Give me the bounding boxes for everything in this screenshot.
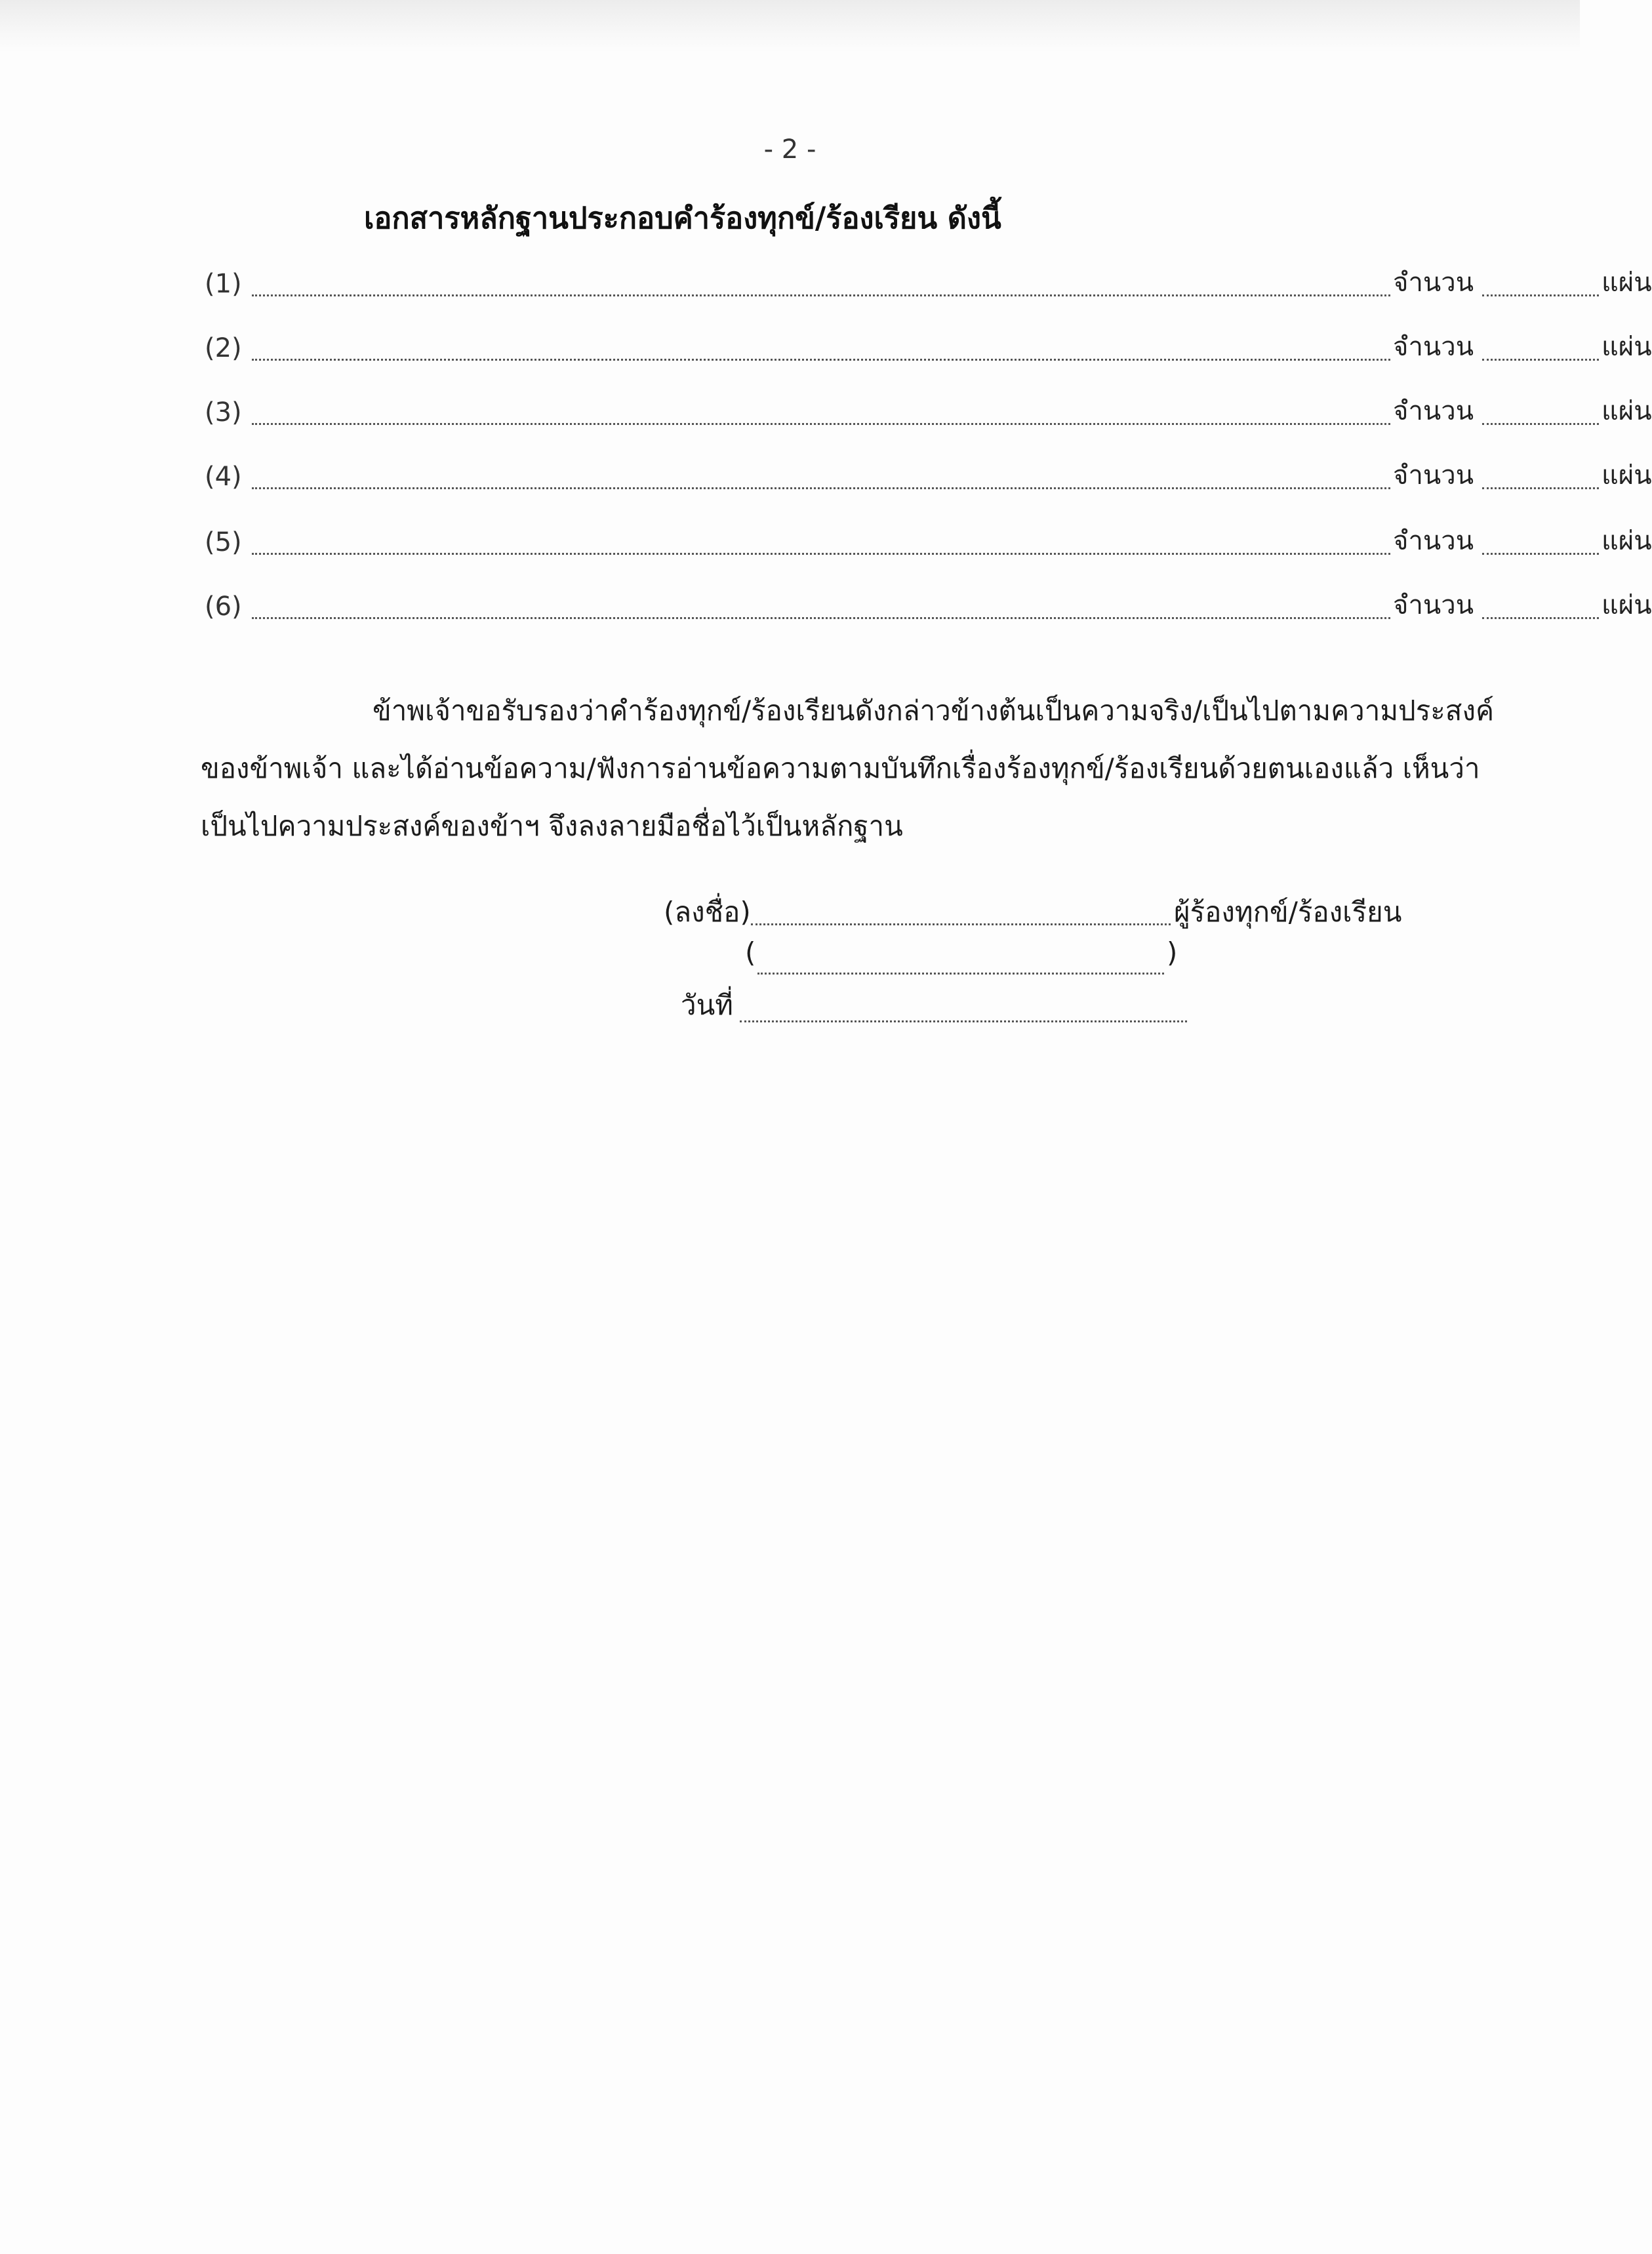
document-row	[205, 324, 1652, 367]
amount-label: จำนวน	[1393, 332, 1474, 362]
statement-line-3: เป็นไปความประสงค์ของข้าฯ จึงลงลายมือชื่อไว้เป็นหลักฐาน	[201, 810, 903, 842]
document-description-line[interactable]	[252, 487, 1390, 489]
unit-label: แผ่น	[1602, 332, 1652, 362]
document-description-line[interactable]	[252, 359, 1390, 361]
document-description-line[interactable]	[252, 553, 1390, 555]
unit-label: แผ่น	[1602, 396, 1652, 426]
printed-name-line[interactable]	[757, 973, 1164, 975]
document-description-line[interactable]	[252, 617, 1390, 619]
page-count-line[interactable]	[1482, 294, 1599, 296]
document-description-line[interactable]	[252, 423, 1390, 425]
amount-label: จำนวน	[1393, 590, 1474, 620]
page-number: - 2 -	[763, 134, 816, 165]
document-description-line[interactable]	[252, 294, 1390, 296]
page-count-line[interactable]	[1482, 423, 1599, 425]
document-row	[205, 453, 1652, 496]
amount-label: จำนวน	[1393, 396, 1474, 426]
page-count-line[interactable]	[1482, 359, 1599, 361]
date-line[interactable]	[740, 1020, 1187, 1022]
row-number: (1)	[205, 269, 242, 299]
row-number: (3)	[205, 397, 242, 428]
amount-label: จำนวน	[1393, 526, 1474, 556]
certification-statement	[201, 682, 1495, 855]
unit-label: แผ่น	[1602, 460, 1652, 491]
name-paren-open: (	[745, 936, 756, 969]
unit-label: แผ่น	[1602, 526, 1652, 556]
document-row	[205, 260, 1652, 303]
row-number: (5)	[205, 527, 242, 557]
row-number: (2)	[205, 333, 242, 363]
unit-label: แผ่น	[1602, 590, 1652, 620]
statement-line-1: ข้าพเจ้าขอรับรองว่าคำร้องทุกข์/ร้องเรียนดังกล่าวข้างต้นเป็นความจริง/เป็นไปตามความประสงค์	[373, 694, 1495, 727]
signature-line[interactable]	[751, 923, 1171, 925]
date-label: วันที่	[681, 989, 733, 1021]
unit-label: แผ่น	[1602, 268, 1652, 298]
document-row	[205, 582, 1652, 626]
page-count-line[interactable]	[1482, 553, 1599, 555]
complainant-role-label: ผู้ร้องทุกข์/ร้องเรียน	[1174, 896, 1402, 928]
statement-line-2: ของข้าพเจ้า และได้อ่านข้อความ/ฟังการอ่านข้อความตามบันทึกเรื่องร้องทุกข์/ร้องเรียนด้วยตนเองแล้ว เห็นว่า	[201, 752, 1480, 784]
row-number: (4)	[205, 462, 242, 492]
sign-label: (ลงชื่อ)	[664, 896, 751, 928]
amount-label: จำนวน	[1393, 460, 1474, 491]
document-row	[205, 518, 1652, 561]
section-heading: เอกสารหลักฐานประกอบคำร้องทุกข์/ร้องเรียน ดังนี้	[364, 201, 1001, 235]
document-row	[205, 388, 1652, 432]
name-paren-close: )	[1167, 936, 1178, 969]
row-number: (6)	[205, 592, 242, 622]
page-count-line[interactable]	[1482, 487, 1599, 489]
scan-top-shadow	[0, 0, 1580, 52]
page-count-line[interactable]	[1482, 617, 1599, 619]
amount-label: จำนวน	[1393, 268, 1474, 298]
